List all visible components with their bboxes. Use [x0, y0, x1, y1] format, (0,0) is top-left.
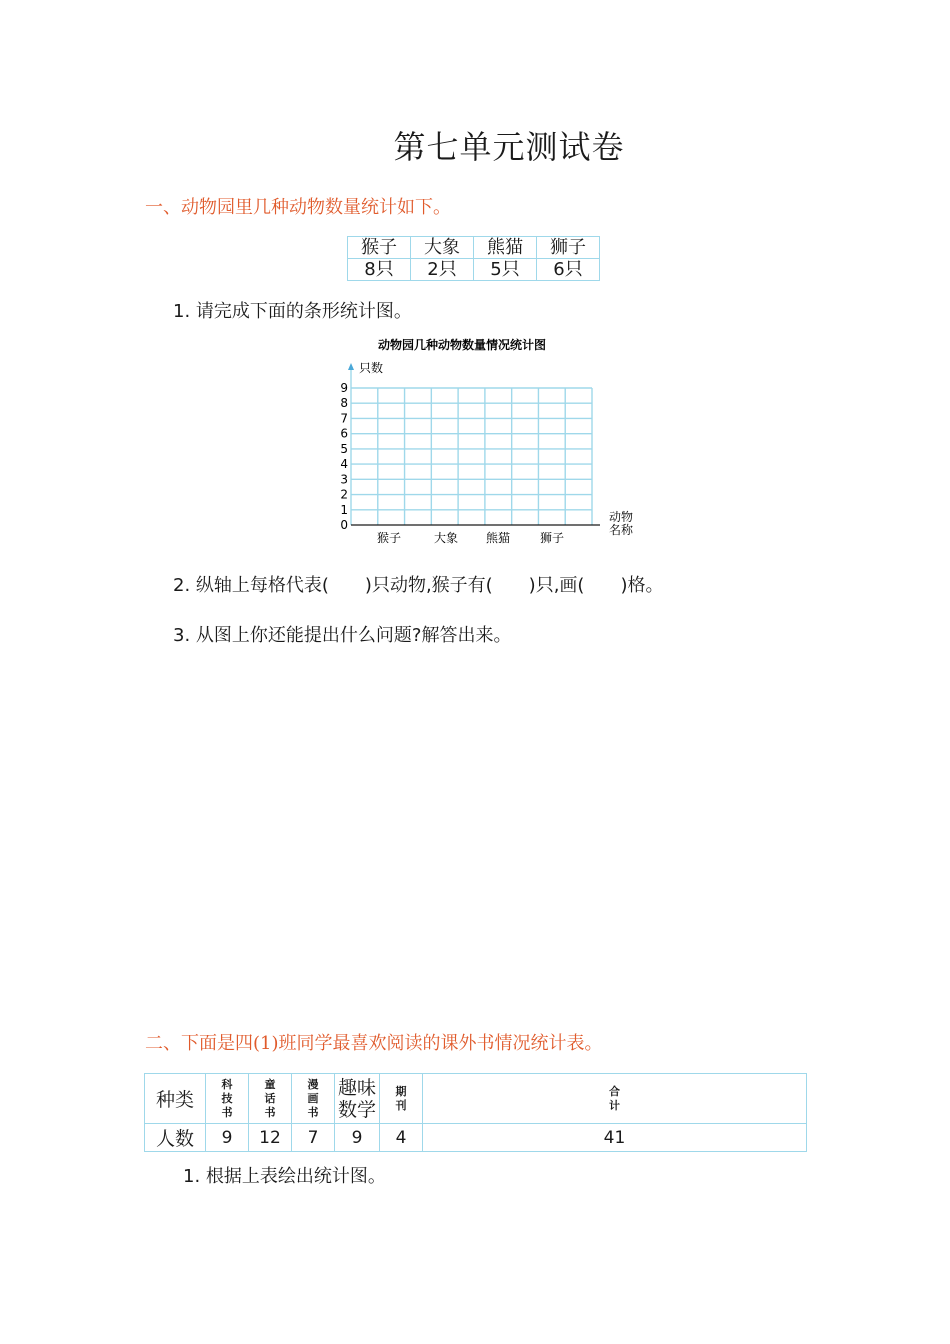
chart-y-ticks [340, 381, 348, 532]
x-category-label: 熊猫 [485, 531, 511, 545]
animal-count-cell: 5只 [474, 259, 537, 281]
y-tick-label: 7 [340, 411, 348, 426]
question-2-1: 1. 根据上表绘出统计图。 [183, 1166, 386, 1187]
x-category-label: 大象 [433, 531, 459, 545]
animal-names-row [348, 237, 600, 259]
y-tick-label: 9 [340, 381, 348, 395]
chart-title: 动物园几种动物数量情况统计图 [377, 338, 547, 352]
row-header-counts: 人数 [145, 1124, 206, 1152]
animal-count-cell: 8只 [348, 259, 411, 281]
animal-count-table [347, 236, 600, 281]
count-cell: 4 [380, 1124, 423, 1152]
chart-x-categories [377, 530, 564, 545]
question-1-3: 3. 从图上你还能提出什么问题?解答出来。 [173, 625, 512, 646]
type-char: 技 [221, 1091, 233, 1105]
type-char: 期 [395, 1084, 407, 1098]
animal-name-cell: 大象 [411, 237, 474, 259]
animal-counts-row [348, 259, 600, 281]
count-cell: 12 [249, 1124, 292, 1152]
animal-count-cell: 2只 [411, 259, 474, 281]
count-cell: 41 [423, 1124, 807, 1152]
section1-heading: 一、动物园里几种动物数量统计如下。 [145, 197, 451, 218]
question-1-2: 2. 纵轴上每格代表( )只动物,猴子有( )只,画( )格。 [173, 575, 664, 596]
type-char: 计 [609, 1098, 620, 1112]
type-char: 话 [264, 1091, 276, 1105]
type-cell-fairy [249, 1074, 292, 1124]
type-char: 画 [307, 1091, 319, 1105]
animal-name-cell: 狮子 [537, 237, 600, 259]
animal-count-cell: 6只 [537, 259, 600, 281]
y-axis-arrow [348, 363, 354, 370]
type-char: 书 [221, 1105, 233, 1119]
y-tick-label: 0 [340, 518, 348, 532]
animal-name-cell: 熊猫 [474, 237, 537, 259]
chart-axes [348, 363, 600, 525]
type-char: 书 [264, 1105, 276, 1119]
y-tick-label: 1 [340, 502, 348, 517]
type-char: 书 [307, 1105, 319, 1119]
type-line: 趣味 [337, 1076, 376, 1099]
y-tick-label: 8 [340, 396, 348, 411]
y-tick-label: 5 [340, 441, 348, 456]
y-tick-label: 3 [340, 472, 348, 487]
type-cell-comic [292, 1074, 335, 1124]
chart-grid [351, 388, 592, 525]
type-char: 刊 [395, 1098, 407, 1112]
x-category-label: 猴子 [376, 531, 402, 545]
type-cell-total [423, 1074, 807, 1124]
animal-name-cell: 猴子 [348, 237, 411, 259]
section2-heading: 二、下面是四(1)班同学最喜欢阅读的课外书情况统计表。 [145, 1033, 603, 1054]
chart-x-axis-label-line1: 动物 [609, 510, 634, 524]
y-tick-label: 4 [340, 457, 348, 472]
x-category-label: 狮子 [539, 531, 565, 545]
type-char: 童 [264, 1077, 276, 1091]
book-counts-row [145, 1124, 807, 1152]
question-1-1: 1. 请完成下面的条形统计图。 [173, 301, 412, 322]
y-tick-label: 6 [340, 426, 348, 441]
book-types-row [145, 1074, 807, 1124]
row-header-types: 种类 [145, 1074, 206, 1124]
type-char: 漫 [307, 1077, 319, 1091]
type-char: 合 [609, 1084, 620, 1098]
chart-y-axis-label: 只数 [359, 361, 384, 375]
chart-x-axis-label-line2: 名称 [609, 523, 634, 537]
page-title: 第七单元测试卷 [393, 128, 625, 166]
animal-bar-chart [0, 330, 950, 555]
type-cell-journal [380, 1074, 423, 1124]
type-cell-science [206, 1074, 249, 1124]
count-cell: 9 [335, 1124, 380, 1152]
type-cell-fun-math [335, 1074, 380, 1124]
count-cell: 7 [292, 1124, 335, 1152]
type-line: 数学 [337, 1098, 376, 1121]
count-cell: 9 [206, 1124, 249, 1152]
type-char: 科 [221, 1077, 233, 1091]
book-survey-table [144, 1073, 807, 1152]
y-tick-label: 2 [340, 487, 348, 502]
